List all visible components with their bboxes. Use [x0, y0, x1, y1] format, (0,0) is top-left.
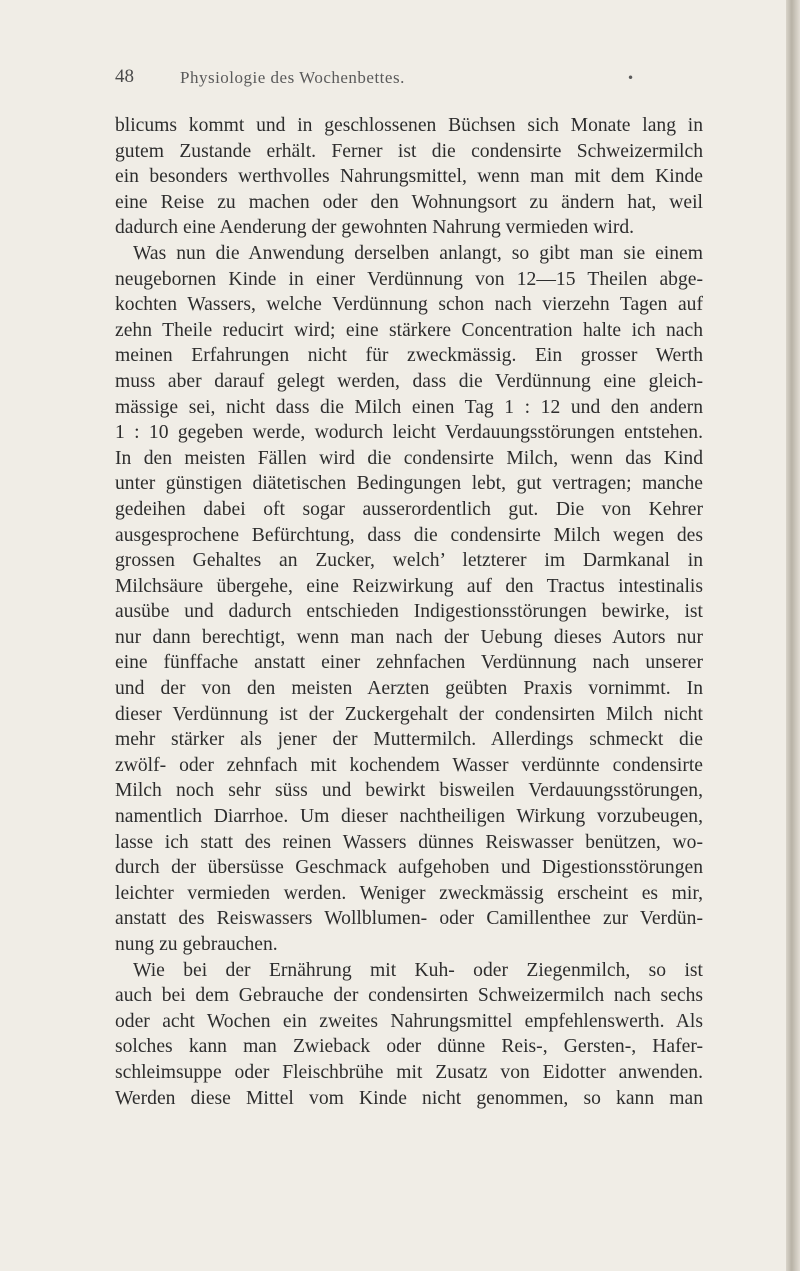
- text-line: leichter vermieden werden. Weniger zweckmässig erscheint es mir,: [115, 882, 703, 904]
- text-line: durch der übersüsse Geschmack aufgehoben und Digestionsstörungen: [115, 857, 703, 879]
- text-line: zwölf- oder zehnfach mit kochendem Wasser verdünnte condensirte: [115, 754, 703, 776]
- text-line: mässige sei, nicht dass die Milch einen Tag 1 : 12 und den andern: [115, 396, 703, 418]
- text-line: grossen Gehaltes an Zucker, welch’ letzterer im Darmkanal in: [115, 550, 703, 572]
- text-line: oder acht Wochen ein zweites Nahrungsmittel empfehlenswerth. Als: [115, 1010, 703, 1032]
- text-line: nung zu gebrauchen.: [115, 934, 278, 955]
- text-line: eine fünffache anstatt einer zehnfachen Verdünnung nach unserer: [115, 652, 703, 674]
- text-line: unter günstigen diätetischen Bedingungen lebt, gut vertragen; manche: [115, 473, 703, 495]
- text-line: muss aber darauf gelegt werden, dass die Verdünnung eine gleich-: [115, 370, 703, 392]
- text-line: ein besonders werthvolles Nahrungsmittel, wenn man mit dem Kinde: [115, 166, 703, 188]
- page-edge: [786, 0, 800, 1271]
- text-line: eine Reise zu machen oder den Wohnungsort zu ändern hat, weil: [115, 191, 703, 213]
- text-line: Werden diese Mittel vom Kinde nicht genommen, so kann man: [115, 1087, 703, 1109]
- text-line: meinen Erfahrungen nicht für zweckmässig. Ein grosser Werth: [115, 345, 703, 367]
- text-line: Milch noch sehr süss und bewirkt bisweilen Verdauungsstörungen,: [115, 780, 703, 802]
- text-line: dieser Verdünnung ist der Zuckergehalt der condensirten Milch nicht: [115, 703, 703, 725]
- text-line: und der von den meisten Aerzten geübten Praxis vornimmt. In: [115, 678, 703, 700]
- header-mark: •: [627, 71, 635, 85]
- text-line: ausgesprochene Befürchtung, dass die condensirte Milch wegen des: [115, 524, 703, 546]
- text-line: nur dann berechtigt, wenn man nach der Uebung dieses Autors nur: [115, 626, 703, 648]
- running-title: Physiologie des Wochenbettes.: [180, 68, 405, 87]
- text-line: blicums kommt und in geschlossenen Büchsen sich Monate lang in: [115, 115, 703, 136]
- text-line: gutem Zustande erhält. Ferner ist die condensirte Schweizermilch: [115, 140, 703, 162]
- body-text: [115, 113, 703, 1111]
- text-line: Wie bei der Ernährung mit Kuh- oder Ziegenmilch, so ist: [133, 959, 703, 981]
- text-line: In den meisten Fällen wird die condensirte Milch, wenn das Kind: [115, 447, 703, 469]
- text-line: ausübe und dadurch entschieden Indigestionsstörungen bewirke, ist: [115, 601, 703, 623]
- text-line: namentlich Diarrhoe. Um dieser nachtheiligen Wirkung vorzubeugen,: [115, 806, 703, 828]
- text-line: 1 : 10 gegeben werde, wodurch leicht Verdauungsstörungen entstehen.: [115, 422, 703, 444]
- text-line: mehr stärker als jener der Muttermilch. Allerdings schmeckt die: [115, 729, 703, 751]
- text-line: neugebornen Kinde in einer Verdünnung von 12—15 Theilen abge-: [115, 268, 703, 290]
- text-line: gedeihen dabei oft sogar ausserordentlich gut. Die von Kehrer: [115, 498, 703, 520]
- text-line: anstatt des Reiswassers Wollblumen- oder Camillenthee zur Verdün-: [115, 908, 703, 930]
- text-line: Was nun die Anwendung derselben anlangt, so gibt man sie einem: [133, 242, 703, 264]
- text-line: dadurch eine Aenderung der gewohnten Nahrung vermieden wird.: [115, 217, 635, 239]
- text-line: auch bei dem Gebrauche der condensirten Schweizermilch nach sechs: [115, 985, 703, 1007]
- text-line: solches kann man Zwieback oder dünne Reis-, Gersten-, Hafer-: [115, 1036, 703, 1058]
- running-head: [115, 66, 700, 96]
- text-line: zehn Theile reducirt wird; eine stärkere Concentration halte ich nach: [115, 319, 703, 341]
- text-line: Milchsäure übergehe, eine Reizwirkung auf den Tractus intestinalis: [115, 575, 703, 597]
- text-line: schleimsuppe oder Fleischbrühe mit Zusatz von Eidotter anwenden.: [115, 1061, 703, 1083]
- text-line: lasse ich statt des reinen Wassers dünnes Reiswasser benützen, wo-: [115, 831, 703, 853]
- text-line: kochten Wassers, welche Verdünnung schon nach vierzehn Tagen auf: [115, 294, 703, 316]
- page-number: 48: [115, 66, 134, 87]
